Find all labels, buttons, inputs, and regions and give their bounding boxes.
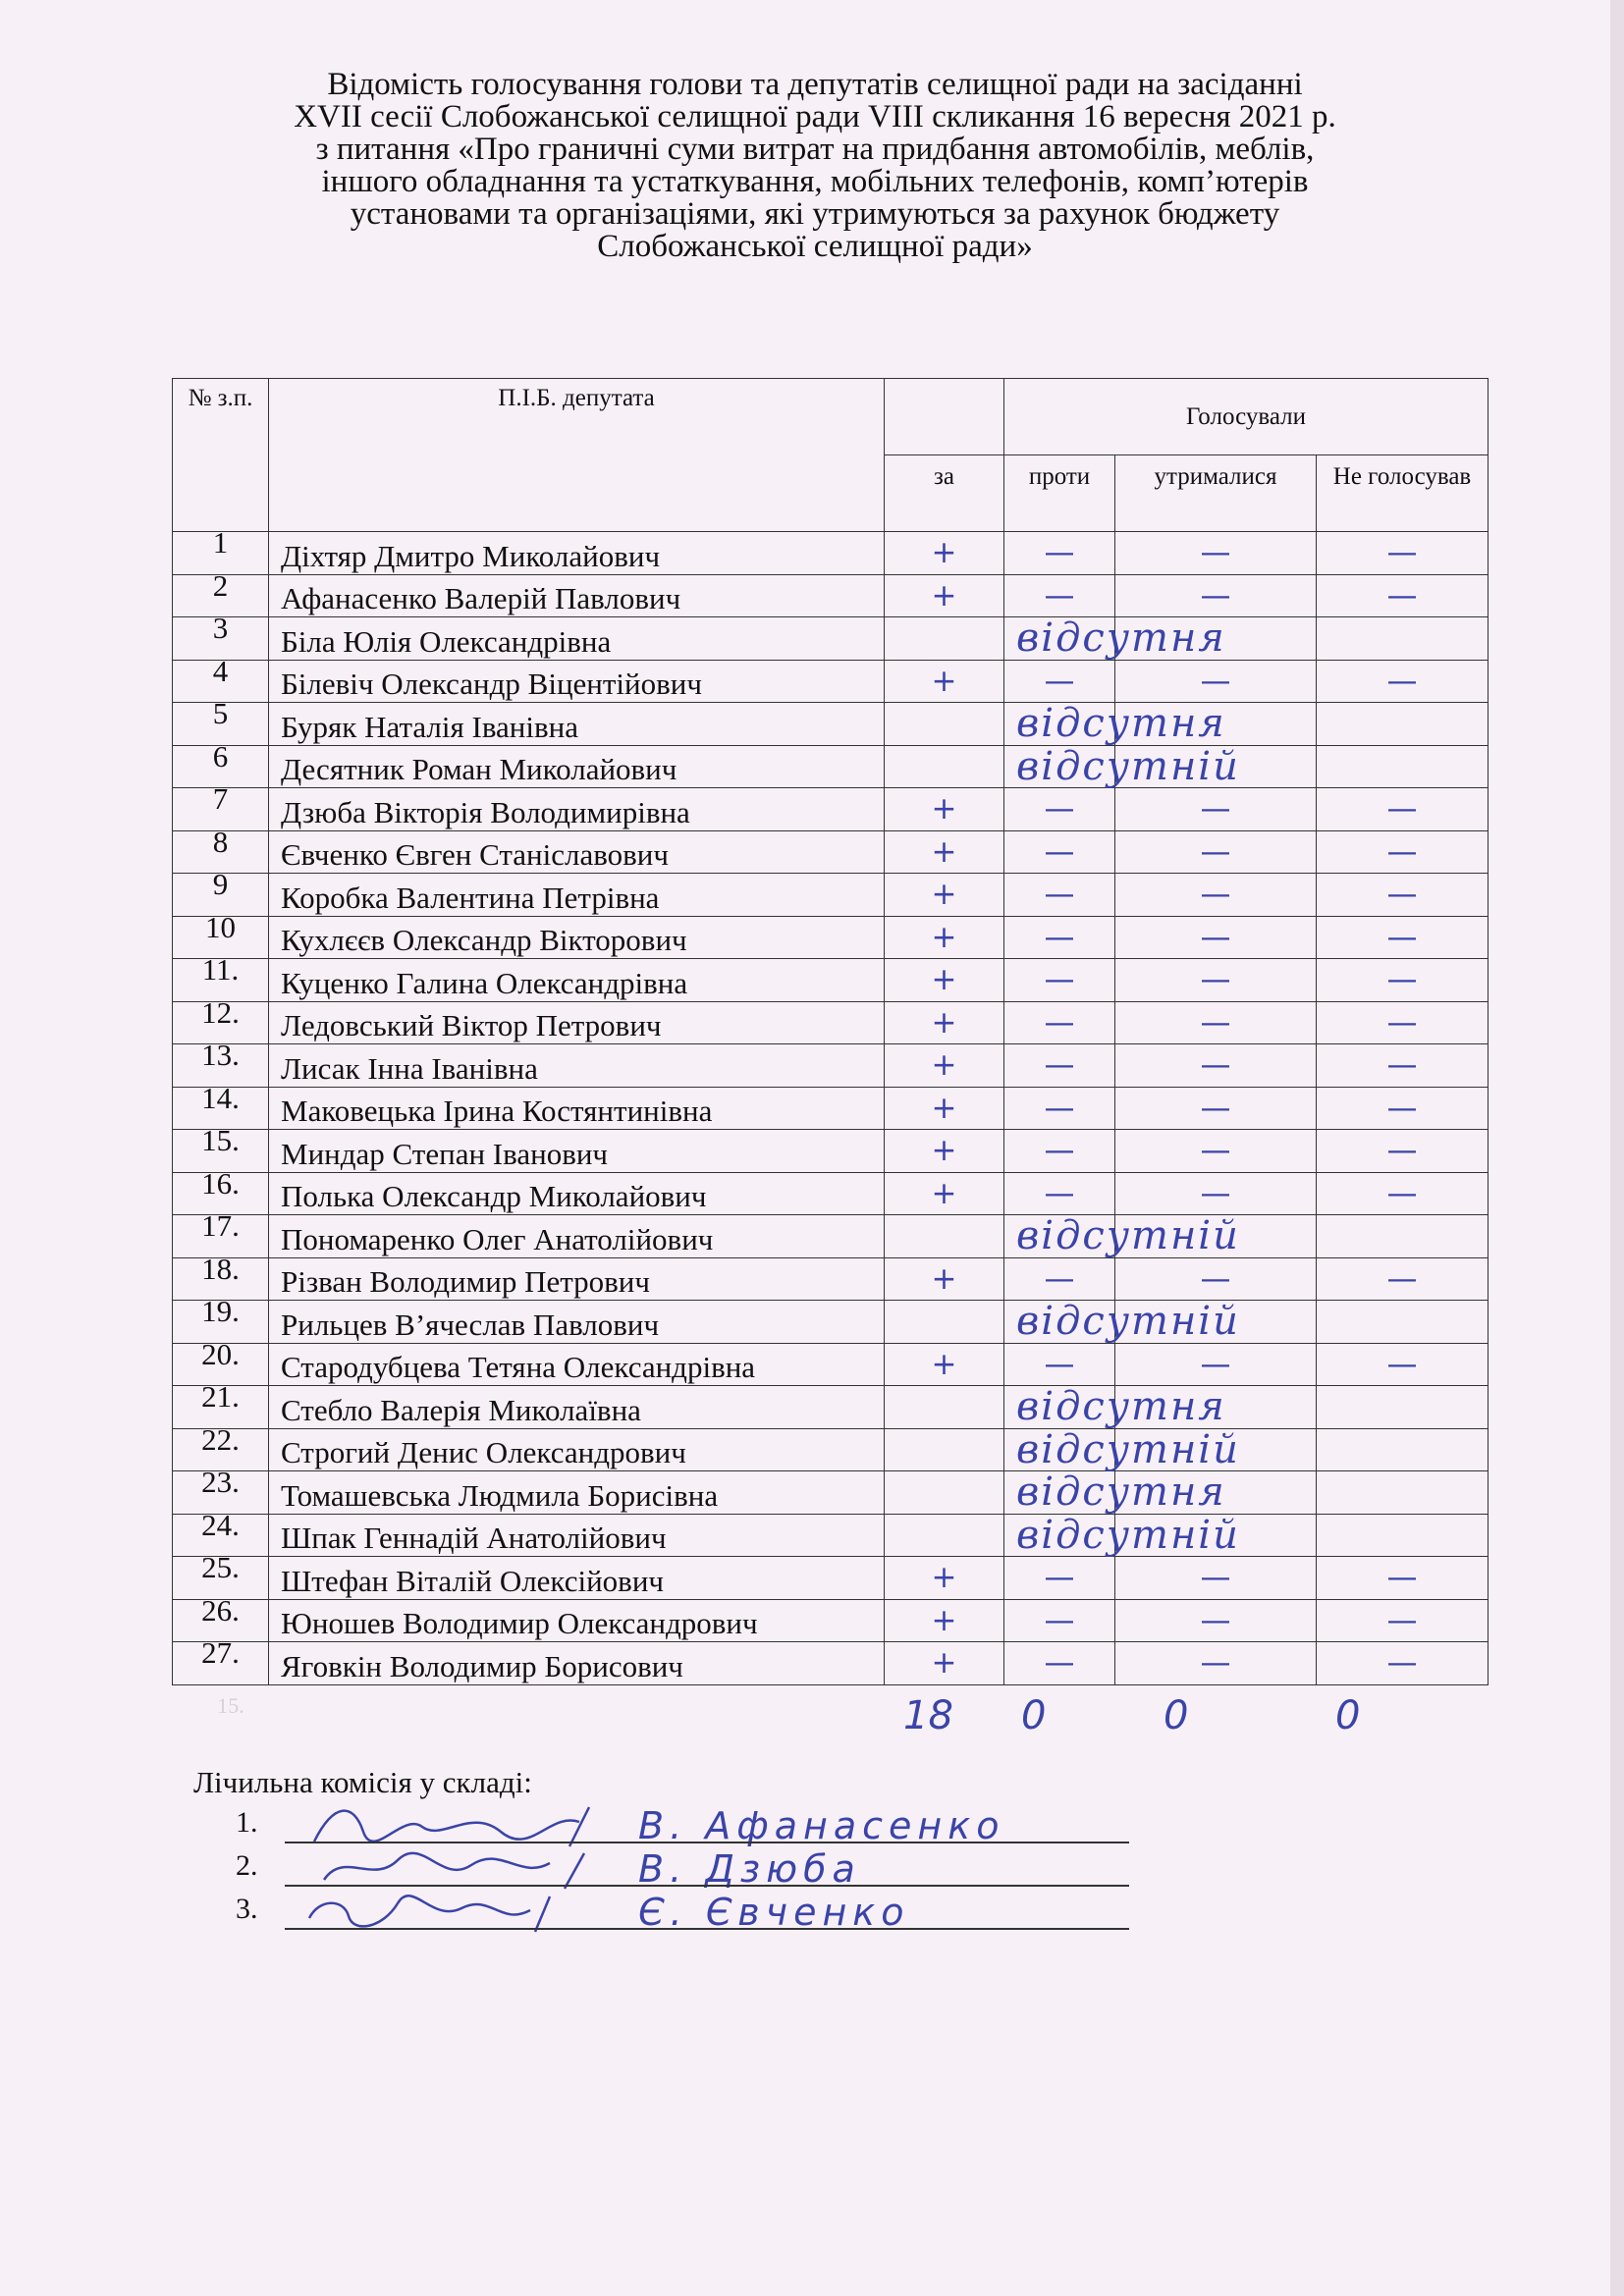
vote-abstained-mark: — xyxy=(1115,574,1317,617)
vote-abstained-mark: — xyxy=(1115,1642,1317,1685)
deputy-name: Ледовський Віктор Петрович xyxy=(269,1001,885,1044)
vote-not-voted-mark: — xyxy=(1317,574,1489,617)
table-row xyxy=(173,1301,1489,1344)
vote-not-voted-cell xyxy=(1317,1471,1489,1515)
row-number: 19. xyxy=(173,1301,269,1344)
table-row xyxy=(173,1599,1489,1642)
table-row xyxy=(173,745,1489,788)
vote-not-voted-mark: — xyxy=(1317,1642,1489,1685)
table-row xyxy=(173,1343,1489,1386)
deputy-name: Білевіч Олександр Віцентійович xyxy=(269,660,885,703)
vote-abstained-mark: — xyxy=(1115,1599,1317,1642)
table-row xyxy=(173,1428,1489,1471)
vote-against-mark: — xyxy=(1004,1044,1115,1088)
deputy-name: Євченко Євген Станіславович xyxy=(269,830,885,874)
table-row xyxy=(173,1386,1489,1429)
vote-for-cell xyxy=(885,745,1004,788)
commission-label: Лічильна комісія у складі: xyxy=(193,1765,532,1799)
vote-not-voted-mark: — xyxy=(1317,660,1489,703)
commission-member xyxy=(236,1806,1129,1849)
header-blank xyxy=(885,379,1004,455)
total-for: 18 xyxy=(903,1693,953,1738)
deputy-name: Кухлєєв Олександр Вікторович xyxy=(269,916,885,959)
vote-for-cell xyxy=(885,1301,1004,1344)
commission-member-number: 3. xyxy=(236,1893,258,1925)
vote-for-mark: + xyxy=(885,1001,1004,1044)
table-row xyxy=(173,1257,1489,1301)
row-number: 1 xyxy=(173,532,269,575)
vote-not-voted-cell xyxy=(1317,1514,1489,1557)
row-number: 27. xyxy=(173,1642,269,1685)
row-number: 12. xyxy=(173,1001,269,1044)
table-row xyxy=(173,1215,1489,1258)
deputy-name: Пономаренко Олег Анатолійович xyxy=(269,1215,885,1258)
vote-for-cell xyxy=(885,1428,1004,1471)
deputy-name: Миндар Степан Іванович xyxy=(269,1130,885,1173)
vote-not-voted-mark: — xyxy=(1317,788,1489,831)
row-number: 16. xyxy=(173,1172,269,1215)
vote-not-voted-mark: — xyxy=(1317,874,1489,917)
row-number: 21. xyxy=(173,1386,269,1429)
title-line: з питання «Про граничні суми витрат на придбання автомобілів, меблів, xyxy=(315,132,1315,167)
signature-line xyxy=(285,1842,1129,1843)
row-number: 11. xyxy=(173,959,269,1002)
deputy-name: Томашевська Людмила Борисівна xyxy=(269,1471,885,1515)
table-row xyxy=(173,532,1489,575)
vote-against-mark: — xyxy=(1004,830,1115,874)
table-row xyxy=(173,1172,1489,1215)
total-against: 0 xyxy=(1021,1693,1047,1738)
row-number: 13. xyxy=(173,1044,269,1088)
vote-not-voted-mark: — xyxy=(1317,1001,1489,1044)
vote-for-mark: + xyxy=(885,916,1004,959)
commission-member-number: 2. xyxy=(236,1849,258,1882)
commission-list xyxy=(236,1806,1129,1936)
vote-not-voted-mark: — xyxy=(1317,916,1489,959)
header-against: проти xyxy=(1004,455,1115,532)
table-row xyxy=(173,574,1489,617)
total-not-voted: 0 xyxy=(1335,1693,1361,1738)
table-row xyxy=(173,788,1489,831)
row-number: 10 xyxy=(173,916,269,959)
vote-for-mark: + xyxy=(885,1642,1004,1685)
title-line: іншого обладнання та устаткування, мобільних телефонів, комп’ютерів xyxy=(321,164,1309,199)
vote-not-voted-cell xyxy=(1317,617,1489,661)
row-number: 24. xyxy=(173,1514,269,1557)
title-line: Відомість голосування голови та депутатів селищної ради на засіданні xyxy=(327,67,1303,102)
total-abstained: 0 xyxy=(1164,1693,1189,1738)
vote-for-mark: + xyxy=(885,1172,1004,1215)
absence-note: відсутня xyxy=(1004,1386,1115,1429)
signature-line xyxy=(285,1885,1129,1887)
vote-abstained-mark: — xyxy=(1115,1557,1317,1600)
vote-for-mark: + xyxy=(885,1044,1004,1088)
table-row xyxy=(173,874,1489,917)
table-row xyxy=(173,830,1489,874)
vote-for-mark: + xyxy=(885,1599,1004,1642)
vote-for-mark: + xyxy=(885,874,1004,917)
faint-background-numbers xyxy=(191,1693,270,1736)
deputy-name: Буряк Наталія Іванівна xyxy=(269,703,885,746)
vote-not-voted-mark: — xyxy=(1317,1557,1489,1600)
row-number: 3 xyxy=(173,617,269,661)
vote-not-voted-mark: — xyxy=(1317,1044,1489,1088)
scan-edge xyxy=(1610,0,1624,2296)
deputy-name: Лисак Інна Іванівна xyxy=(269,1044,885,1088)
vote-against-mark: — xyxy=(1004,1343,1115,1386)
vote-not-voted-mark: — xyxy=(1317,830,1489,874)
absence-note: відсутня xyxy=(1004,1471,1115,1515)
faint-number: 15. xyxy=(217,1693,244,1718)
commission-member xyxy=(236,1893,1129,1936)
deputy-name: Яговкін Володимир Борисович xyxy=(269,1642,885,1685)
row-number: 15. xyxy=(173,1130,269,1173)
vote-for-mark: + xyxy=(885,1087,1004,1130)
vote-not-voted-mark: — xyxy=(1317,1087,1489,1130)
row-number: 25. xyxy=(173,1557,269,1600)
vote-against-mark: — xyxy=(1004,788,1115,831)
voting-table xyxy=(172,378,1489,1685)
table-row xyxy=(173,1471,1489,1515)
vote-against-mark: — xyxy=(1004,916,1115,959)
vote-not-voted-mark: — xyxy=(1317,1130,1489,1173)
deputy-name: Штефан Віталій Олексійович xyxy=(269,1557,885,1600)
vote-for-mark: + xyxy=(885,1130,1004,1173)
vote-for-mark: + xyxy=(885,788,1004,831)
title-line: XVII сесії Слобожанської селищної ради VIII скликання 16 вересня 2021 р. xyxy=(294,99,1336,134)
vote-against-mark: — xyxy=(1004,959,1115,1002)
deputy-name: Шпак Геннадій Анатолійович xyxy=(269,1514,885,1557)
vote-abstained-mark: — xyxy=(1115,532,1317,575)
vote-abstained-mark: — xyxy=(1115,1130,1317,1173)
vote-abstained-mark: — xyxy=(1115,830,1317,874)
vote-for-mark: + xyxy=(885,1343,1004,1386)
row-number: 7 xyxy=(173,788,269,831)
deputy-name: Афанасенко Валерій Павлович xyxy=(269,574,885,617)
vote-not-voted-mark: — xyxy=(1317,1343,1489,1386)
absence-note: відсутній xyxy=(1004,1428,1115,1471)
vote-against-mark: — xyxy=(1004,1642,1115,1685)
title-line: установами та організаціями, які утримуються за рахунок бюджету xyxy=(350,196,1280,232)
table-row xyxy=(173,1514,1489,1557)
deputy-name: Дзюба Вікторія Володимирівна xyxy=(269,788,885,831)
vote-for-mark: + xyxy=(885,660,1004,703)
row-number: 23. xyxy=(173,1471,269,1515)
vote-abstained-mark: — xyxy=(1115,788,1317,831)
vote-against-mark: — xyxy=(1004,532,1115,575)
vote-against-mark: — xyxy=(1004,574,1115,617)
row-number: 14. xyxy=(173,1087,269,1130)
vote-for-mark: + xyxy=(885,1257,1004,1301)
row-number: 20. xyxy=(173,1343,269,1386)
header-number: № з.п. xyxy=(173,379,269,532)
vote-not-voted-cell xyxy=(1317,1301,1489,1344)
deputy-name: Строгий Денис Олександрович xyxy=(269,1428,885,1471)
header-abstained: утрималися xyxy=(1115,455,1317,532)
deputy-name: Біла Юлія Олександрівна xyxy=(269,617,885,661)
vote-for-mark: + xyxy=(885,532,1004,575)
vote-totals xyxy=(884,1693,1394,1752)
deputy-name: Десятник Роман Миколайович xyxy=(269,745,885,788)
vote-against-mark: — xyxy=(1004,1557,1115,1600)
deputy-name: Полька Олександр Миколайович xyxy=(269,1172,885,1215)
vote-against-mark: — xyxy=(1004,660,1115,703)
vote-not-voted-cell xyxy=(1317,703,1489,746)
vote-for-cell xyxy=(885,1215,1004,1258)
table-row xyxy=(173,1130,1489,1173)
commission-member-number: 1. xyxy=(236,1806,258,1839)
vote-for-cell xyxy=(885,703,1004,746)
document-title xyxy=(196,69,1434,263)
deputy-name: Стародубцева Тетяна Олександрівна xyxy=(269,1343,885,1386)
commission-member-name: Є. Євченко xyxy=(638,1891,910,1934)
vote-abstained-mark: — xyxy=(1115,1001,1317,1044)
vote-abstained-mark: — xyxy=(1115,1257,1317,1301)
row-number: 4 xyxy=(173,660,269,703)
vote-for-mark: + xyxy=(885,959,1004,1002)
vote-not-voted-cell xyxy=(1317,1428,1489,1471)
vote-for-cell xyxy=(885,617,1004,661)
vote-not-voted-mark: — xyxy=(1317,1599,1489,1642)
vote-not-voted-mark: — xyxy=(1317,1172,1489,1215)
vote-abstained-mark: — xyxy=(1115,1343,1317,1386)
row-number: 18. xyxy=(173,1257,269,1301)
table-row xyxy=(173,660,1489,703)
vote-for-cell xyxy=(885,1514,1004,1557)
absence-note: відсутня xyxy=(1004,617,1115,661)
vote-abstained-mark: — xyxy=(1115,1044,1317,1088)
vote-for-mark: + xyxy=(885,1557,1004,1600)
vote-abstained-mark: — xyxy=(1115,916,1317,959)
table-row xyxy=(173,959,1489,1002)
row-number: 8 xyxy=(173,830,269,874)
row-number: 22. xyxy=(173,1428,269,1471)
vote-against-mark: — xyxy=(1004,1130,1115,1173)
table-row xyxy=(173,703,1489,746)
deputy-name: Маковецька Ірина Костянтинівна xyxy=(269,1087,885,1130)
row-number: 6 xyxy=(173,745,269,788)
absence-note: відсутній xyxy=(1004,1301,1115,1344)
vote-against-mark: — xyxy=(1004,1599,1115,1642)
voting-table-body xyxy=(173,525,1489,1685)
row-number: 5 xyxy=(173,703,269,746)
vote-for-cell xyxy=(885,1471,1004,1515)
vote-abstained-mark: — xyxy=(1115,959,1317,1002)
table-row xyxy=(173,1001,1489,1044)
vote-for-mark: + xyxy=(885,830,1004,874)
deputy-name: Стебло Валерія Миколаївна xyxy=(269,1386,885,1429)
vote-against-mark: — xyxy=(1004,1087,1115,1130)
vote-against-mark: — xyxy=(1004,1172,1115,1215)
absence-note: відсутній xyxy=(1004,1514,1115,1557)
vote-against-mark: — xyxy=(1004,1001,1115,1044)
vote-against-mark: — xyxy=(1004,874,1115,917)
table-row xyxy=(173,1642,1489,1685)
vote-not-voted-cell xyxy=(1317,1386,1489,1429)
deputy-name: Діхтяр Дмитро Миколайович xyxy=(269,532,885,575)
commission-member-name: В. Дзюба xyxy=(638,1847,861,1891)
row-number: 26. xyxy=(173,1599,269,1642)
table-row xyxy=(173,1044,1489,1088)
table-row xyxy=(173,916,1489,959)
vote-abstained-mark: — xyxy=(1115,1172,1317,1215)
commission-member-name: В. Афанасенко xyxy=(638,1804,1005,1847)
vote-abstained-mark: — xyxy=(1115,1087,1317,1130)
row-number: 2 xyxy=(173,574,269,617)
absence-note: відсутній xyxy=(1004,745,1115,788)
header-name: П.І.Б. депутата xyxy=(269,379,885,532)
table-row xyxy=(173,1557,1489,1600)
deputy-name: Рильцев В’ячеслав Павлович xyxy=(269,1301,885,1344)
header-for: за xyxy=(885,455,1004,532)
vote-not-voted-cell xyxy=(1317,1215,1489,1258)
vote-for-mark: + xyxy=(885,574,1004,617)
absence-note: відсутня xyxy=(1004,703,1115,746)
header-not-voted: Не голосував xyxy=(1317,455,1489,532)
vote-against-mark: — xyxy=(1004,1257,1115,1301)
deputy-name: Різван Володимир Петрович xyxy=(269,1257,885,1301)
commission-member xyxy=(236,1849,1129,1893)
table-row xyxy=(173,1087,1489,1130)
vote-not-voted-mark: — xyxy=(1317,959,1489,1002)
vote-not-voted-mark: — xyxy=(1317,1257,1489,1301)
vote-abstained-mark: — xyxy=(1115,660,1317,703)
deputy-name: Юношев Володимир Олександрович xyxy=(269,1599,885,1642)
title-line: Слобожанської селищної ради» xyxy=(597,229,1033,264)
row-number: 9 xyxy=(173,874,269,917)
vote-abstained-mark: — xyxy=(1115,874,1317,917)
vote-for-cell xyxy=(885,1386,1004,1429)
table-row xyxy=(173,617,1489,661)
deputy-name: Коробка Валентина Петрівна xyxy=(269,874,885,917)
header-voted: Голосували xyxy=(1004,379,1489,455)
absence-note: відсутній xyxy=(1004,1215,1115,1258)
signature-line xyxy=(285,1928,1129,1930)
deputy-name: Куценко Галина Олександрівна xyxy=(269,959,885,1002)
vote-not-voted-mark: — xyxy=(1317,532,1489,575)
vote-not-voted-cell xyxy=(1317,745,1489,788)
row-number: 17. xyxy=(173,1215,269,1258)
